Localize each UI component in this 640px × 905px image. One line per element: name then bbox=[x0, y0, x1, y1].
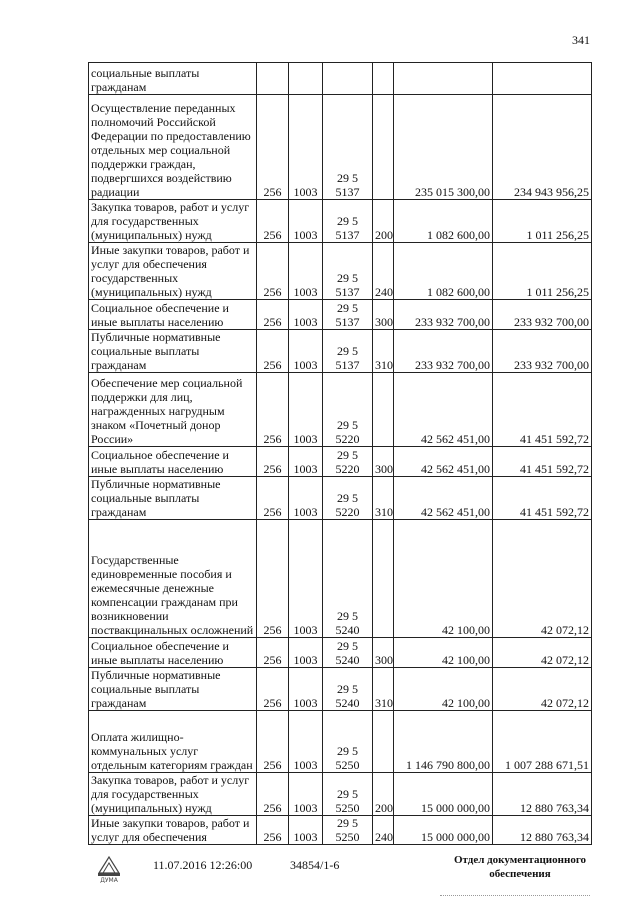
cell-fact: 42 072,12 bbox=[493, 668, 592, 711]
cell-fact: 1 011 256,25 bbox=[493, 243, 592, 300]
cell-plan: 42 100,00 bbox=[394, 520, 493, 638]
department-stamp bbox=[440, 853, 600, 881]
cell-type bbox=[373, 63, 394, 95]
cell-article: 29 5 5137 bbox=[323, 330, 373, 373]
logo-text: ДУМА bbox=[100, 877, 118, 883]
table-row bbox=[89, 773, 592, 816]
cell-type: 200 bbox=[373, 773, 394, 816]
cell-name: Осуществление переданных полномочий Российской Федерации по предоставлению отдельных мер социальной поддержки граждан, подвергшихся воздействию радиации bbox=[89, 95, 257, 200]
cell-type: 310 bbox=[373, 668, 394, 711]
cell-fact bbox=[493, 63, 592, 95]
cell-type: 310 bbox=[373, 330, 394, 373]
cell-article: 29 5 5137 bbox=[323, 95, 373, 200]
cell-type bbox=[373, 95, 394, 200]
cell-name: Социальное обеспечение и иные выплаты населению bbox=[89, 638, 257, 668]
budget-table bbox=[88, 62, 592, 845]
cell-name: социальные выплаты гражданам bbox=[89, 63, 257, 95]
footer-datetime: 11.07.2016 12:26:00 bbox=[153, 858, 253, 872]
cell-name: Публичные нормативные социальные выплаты гражданам bbox=[89, 330, 257, 373]
cell-plan: 233 932 700,00 bbox=[394, 300, 493, 330]
cell-name: Закупка товаров, работ и услуг для государственных (муниципальных) нужд bbox=[89, 200, 257, 243]
cell-article: 29 5 5250 bbox=[323, 711, 373, 773]
cell-article: 29 5 5240 bbox=[323, 668, 373, 711]
footer-rule bbox=[440, 895, 590, 896]
cell-plan: 15 000 000,00 bbox=[394, 773, 493, 816]
cell-code: 256 bbox=[257, 373, 289, 447]
cell-section: 1003 bbox=[289, 773, 323, 816]
cell-code: 256 bbox=[257, 711, 289, 773]
cell-fact: 42 072,12 bbox=[493, 520, 592, 638]
table-row bbox=[89, 638, 592, 668]
budget-table-body bbox=[89, 63, 592, 845]
table-row bbox=[89, 711, 592, 773]
table-row bbox=[89, 447, 592, 477]
cell-fact: 1 007 288 671,51 bbox=[493, 711, 592, 773]
cell-name: Обеспечение мер социальной поддержки для лиц, награжденных нагрудным знаком «Почетный донор России» bbox=[89, 373, 257, 447]
cell-section: 1003 bbox=[289, 373, 323, 447]
cell-section: 1003 bbox=[289, 477, 323, 520]
cell-code: 256 bbox=[257, 243, 289, 300]
table-row bbox=[89, 63, 592, 95]
cell-type: 300 bbox=[373, 638, 394, 668]
cell-fact: 233 932 700,00 bbox=[493, 330, 592, 373]
cell-name: Оплата жилищно-коммунальных услуг отдельным категориям граждан bbox=[89, 711, 257, 773]
cell-type bbox=[373, 373, 394, 447]
cell-type bbox=[373, 711, 394, 773]
page-number: 341 bbox=[572, 33, 590, 47]
table-row bbox=[89, 373, 592, 447]
cell-section: 1003 bbox=[289, 711, 323, 773]
duma-logo-icon bbox=[96, 853, 122, 888]
cell-plan bbox=[394, 63, 493, 95]
cell-article: 29 5 5240 bbox=[323, 638, 373, 668]
cell-plan: 1 146 790 800,00 bbox=[394, 711, 493, 773]
table-row bbox=[89, 243, 592, 300]
stamp-line-2: обеспечения bbox=[489, 868, 551, 880]
cell-code: 256 bbox=[257, 477, 289, 520]
cell-plan: 42 562 451,00 bbox=[394, 447, 493, 477]
cell-code: 256 bbox=[257, 668, 289, 711]
cell-section: 1003 bbox=[289, 816, 323, 845]
cell-name: Иные закупки товаров, работ и услуг для обеспечения государственных (муниципальных) нужд bbox=[89, 243, 257, 300]
table-row bbox=[89, 300, 592, 330]
cell-section: 1003 bbox=[289, 520, 323, 638]
cell-article: 29 5 5137 bbox=[323, 200, 373, 243]
cell-article: 29 5 5240 bbox=[323, 520, 373, 638]
cell-plan: 1 082 600,00 bbox=[394, 200, 493, 243]
cell-article: 29 5 5137 bbox=[323, 300, 373, 330]
cell-code: 256 bbox=[257, 95, 289, 200]
cell-type bbox=[373, 520, 394, 638]
cell-section: 1003 bbox=[289, 668, 323, 711]
cell-code bbox=[257, 63, 289, 95]
cell-fact: 1 011 256,25 bbox=[493, 200, 592, 243]
cell-code: 256 bbox=[257, 773, 289, 816]
cell-name: Социальное обеспечение и иные выплаты населению bbox=[89, 300, 257, 330]
cell-name: Закупка товаров, работ и услуг для государственных (муниципальных) нужд bbox=[89, 773, 257, 816]
cell-code: 256 bbox=[257, 200, 289, 243]
cell-fact: 41 451 592,72 bbox=[493, 447, 592, 477]
cell-fact: 41 451 592,72 bbox=[493, 477, 592, 520]
cell-code: 256 bbox=[257, 447, 289, 477]
cell-section: 1003 bbox=[289, 300, 323, 330]
cell-section: 1003 bbox=[289, 638, 323, 668]
cell-section: 1003 bbox=[289, 200, 323, 243]
cell-type: 310 bbox=[373, 477, 394, 520]
table-row bbox=[89, 477, 592, 520]
cell-section: 1003 bbox=[289, 95, 323, 200]
cell-fact: 12 880 763,34 bbox=[493, 816, 592, 845]
cell-name: Государственные единовременные пособия и ежемесячные денежные компенсации гражданам при возникновении поствакцинальных осложнений bbox=[89, 520, 257, 638]
cell-fact: 233 932 700,00 bbox=[493, 300, 592, 330]
cell-section: 1003 bbox=[289, 447, 323, 477]
cell-plan: 235 015 300,00 bbox=[394, 95, 493, 200]
cell-type: 300 bbox=[373, 447, 394, 477]
cell-fact: 12 880 763,34 bbox=[493, 773, 592, 816]
cell-plan: 233 932 700,00 bbox=[394, 330, 493, 373]
cell-article: 29 5 5220 bbox=[323, 447, 373, 477]
cell-code: 256 bbox=[257, 816, 289, 845]
cell-type: 240 bbox=[373, 816, 394, 845]
footer-doc-number: 34854/1-6 bbox=[290, 858, 340, 872]
stamp-line-1: Отдел документационного bbox=[453, 854, 587, 866]
cell-article bbox=[323, 63, 373, 95]
cell-name: Иные закупки товаров, работ и услуг для обеспечения bbox=[89, 816, 257, 845]
cell-article: 29 5 5250 bbox=[323, 816, 373, 845]
cell-fact: 234 943 956,25 bbox=[493, 95, 592, 200]
cell-name: Социальное обеспечение и иные выплаты населению bbox=[89, 447, 257, 477]
cell-type: 200 bbox=[373, 200, 394, 243]
cell-code: 256 bbox=[257, 300, 289, 330]
cell-article: 29 5 5137 bbox=[323, 243, 373, 300]
cell-code: 256 bbox=[257, 520, 289, 638]
cell-plan: 15 000 000,00 bbox=[394, 816, 493, 845]
table-row bbox=[89, 330, 592, 373]
cell-type: 240 bbox=[373, 243, 394, 300]
cell-article: 29 5 5220 bbox=[323, 373, 373, 447]
cell-article: 29 5 5250 bbox=[323, 773, 373, 816]
cell-section: 1003 bbox=[289, 243, 323, 300]
cell-name: Публичные нормативные социальные выплаты гражданам bbox=[89, 477, 257, 520]
cell-code: 256 bbox=[257, 330, 289, 373]
table-row bbox=[89, 816, 592, 845]
cell-plan: 42 100,00 bbox=[394, 668, 493, 711]
cell-plan: 1 082 600,00 bbox=[394, 243, 493, 300]
table-row bbox=[89, 200, 592, 243]
cell-section: 1003 bbox=[289, 330, 323, 373]
cell-section bbox=[289, 63, 323, 95]
table-row bbox=[89, 95, 592, 200]
table-row bbox=[89, 520, 592, 638]
cell-plan: 42 562 451,00 bbox=[394, 373, 493, 447]
table-row bbox=[89, 668, 592, 711]
cell-name: Публичные нормативные социальные выплаты гражданам bbox=[89, 668, 257, 711]
cell-article: 29 5 5220 bbox=[323, 477, 373, 520]
cell-fact: 42 072,12 bbox=[493, 638, 592, 668]
cell-code: 256 bbox=[257, 638, 289, 668]
cell-plan: 42 562 451,00 bbox=[394, 477, 493, 520]
cell-type: 300 bbox=[373, 300, 394, 330]
cell-fact: 41 451 592,72 bbox=[493, 373, 592, 447]
cell-plan: 42 100,00 bbox=[394, 638, 493, 668]
